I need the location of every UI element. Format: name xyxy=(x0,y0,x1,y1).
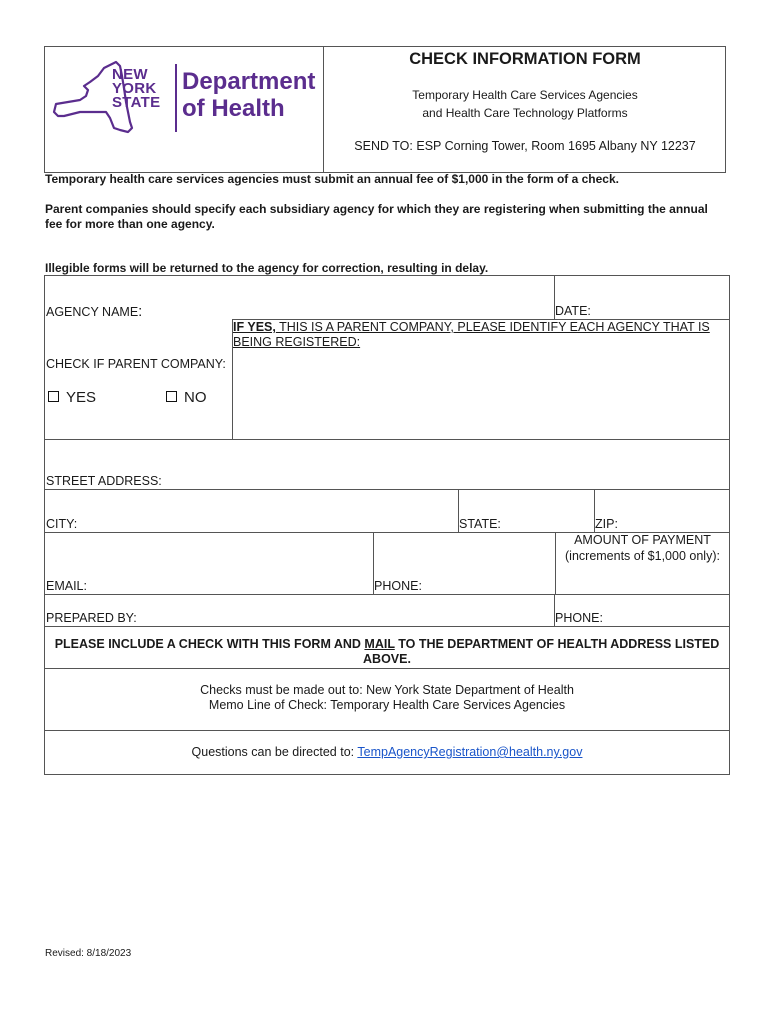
form-subtitle-line1: Temporary Health Care Services Agencies xyxy=(412,88,638,102)
fee-instruction: Temporary health care services agencies must submit an annual fee of $1,000 in the form of a check. xyxy=(45,172,619,186)
payable-to-text: Checks must be made out to: New York State Department of Health xyxy=(200,683,574,697)
no-checkbox[interactable] xyxy=(166,391,177,402)
contact-email-link[interactable]: TempAgencyRegistration@health.ny.gov xyxy=(357,745,583,759)
email-label: EMAIL: xyxy=(46,579,87,593)
no-checkbox-option[interactable] xyxy=(166,389,207,406)
logo-state-line2: YORK xyxy=(112,80,157,97)
illegible-instruction: Illegible forms will be returned to the agency for correction, resulting in delay. xyxy=(45,261,489,275)
logo-dept-line1: Department xyxy=(182,68,316,95)
subsidiary-agencies-field[interactable] xyxy=(233,352,729,438)
send-to-address: SEND TO: ESP Corning Tower, Room 1695 Albany NY 12237 xyxy=(354,139,696,153)
logo-dept-line2: of Health xyxy=(182,95,285,122)
street-address-label: STREET ADDRESS: xyxy=(46,474,162,488)
amount-of-payment-field[interactable] xyxy=(556,566,729,593)
no-label: NO xyxy=(184,389,207,406)
parent-company-label: CHECK IF PARENT COMPANY: xyxy=(46,357,226,371)
if-yes-instruction: IF YES, THIS IS A PARENT COMPANY, PLEASE IDENTIFY EACH AGENCY THAT IS BEING REGISTERED: xyxy=(233,320,710,349)
include-check-notice: PLEASE INCLUDE A CHECK WITH THIS FORM AND MAIL TO THE DEPARTMENT OF HEALTH ADDRESS LISTED ABOVE. xyxy=(54,637,720,666)
prepared-by-phone-label: PHONE: xyxy=(555,611,603,625)
logo-state-line3: STATE xyxy=(112,94,161,111)
email-field[interactable] xyxy=(45,533,372,593)
parent-instruction: Parent companies should specify each subsidiary agency for which they are registering when submitting the annual fee for more than one agency. xyxy=(45,202,708,231)
phone-label: PHONE: xyxy=(374,579,422,593)
yes-label: YES xyxy=(66,389,97,406)
amount-of-payment-label: AMOUNT OF PAYMENT (increments of $1,000 only): xyxy=(565,533,720,563)
date-label: DATE: xyxy=(555,304,591,318)
city-field[interactable] xyxy=(45,490,457,531)
prepared-by-label: PREPARED BY: xyxy=(46,611,137,625)
yes-checkbox-option[interactable] xyxy=(48,389,96,406)
logo-state-line1: NEW xyxy=(112,66,148,83)
logo-divider xyxy=(175,64,177,132)
zip-label: ZIP: xyxy=(595,517,618,531)
memo-line-text: Memo Line of Check: Temporary Health Care Services Agencies xyxy=(208,698,566,712)
city-label: CITY: xyxy=(46,517,78,531)
questions-contact: Questions can be directed to: TempAgencyRegistration@health.ny.gov xyxy=(191,745,583,759)
revised-date: Revised: 8/18/2023 xyxy=(45,948,132,959)
agency-name-label: AGENCY NAME: xyxy=(46,303,143,320)
form-title: CHECK INFORMATION FORM xyxy=(409,50,641,68)
form-subtitle-line2: and Health Care Technology Platforms xyxy=(422,106,628,120)
yes-checkbox[interactable] xyxy=(48,391,59,402)
state-label: STATE: xyxy=(459,517,501,531)
nys-doh-logo xyxy=(50,58,322,138)
